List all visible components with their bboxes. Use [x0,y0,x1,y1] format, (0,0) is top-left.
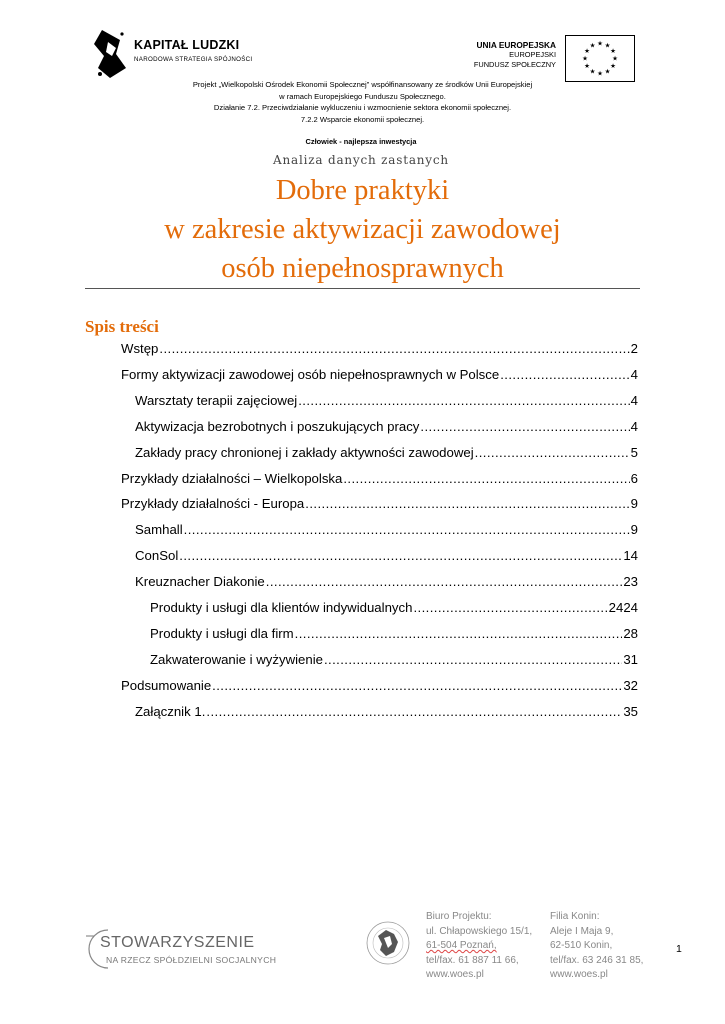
project-line-2: w ramach Europejskiego Funduszu Społecznego. [279,91,446,101]
toc-entry-label: Zakwaterowanie i wyżywienie [150,651,323,667]
toc-leader-dots [179,546,622,566]
toc-entry-label: Wstęp [121,341,159,356]
eu-star: ★ [582,55,588,63]
toc-entry[interactable] [150,624,638,644]
toc-entry-page: 28 [623,625,638,641]
toc-entry[interactable] [135,572,638,592]
toc-entry-page: 2424 [608,600,638,615]
office1-city: 61-504 Poznań, [426,940,497,952]
toc-entry-label: Kreuznacher Diakonie [135,574,265,590]
office1-street: ul. Chłapowskiego 15/1, [426,925,533,937]
office2-phone: tel/fax. 63 246 31 85, [550,954,644,966]
toc-entry-page: 4 [630,366,638,382]
toc-entry-label: Zakłady pracy chronionej i zakłady aktywności zawodowej [135,444,474,460]
office-address-poznan [426,910,532,983]
toc-entry-label: Podsumowanie [121,677,212,693]
eu-star: ★ [584,63,590,71]
toc-leader-dots [266,572,623,592]
office2-web[interactable]: www.woes.pl [550,969,608,981]
toc-entry-page: 23 [623,574,638,590]
eu-star: ★ [597,40,603,48]
office2-street: Aleje I Maja 9, [550,925,614,937]
document-title [85,171,640,288]
toc-entry[interactable] [150,650,638,670]
toc-entry-label: Samhall [135,522,183,538]
eu-star: ★ [584,48,590,56]
stowarzyszenie-logo [86,928,326,972]
toc-entry-page: 9 [630,496,638,512]
pretitle: Analiza danych zastanych [273,153,449,167]
title-line-2: w zakresie aktywizacji zawodowej [164,214,561,245]
toc-entry-label: Produkty i usługi dla klientów indywidualnych [150,600,413,615]
toc-entry[interactable] [150,598,638,618]
kl-subtitle: NARODOWA STRATEGIA SPÓJNOŚCI [134,56,253,63]
toc-entry[interactable] [121,339,638,359]
title-line-1: Dobre praktyki [275,175,450,206]
stow-main: STOWARZYSZENIE [100,934,255,951]
toc-leader-dots [343,469,629,489]
toc-leader-dots [420,417,629,437]
office2-name: Filia Konin: [550,911,600,922]
title-line-3: osób niepełnosprawnych [221,253,504,284]
toc-leader-dots [298,391,629,411]
eu-label [452,40,556,70]
toc-entry[interactable] [135,520,638,540]
project-description [100,79,625,125]
motto: Człowiek - najlepsza inwestycja [305,137,417,146]
toc-entry-page: 5 [630,444,638,460]
toc-leader-dots [324,650,622,670]
toc-entry-label: ConSol [135,548,179,564]
kl-title: KAPITAŁ LUDZKI [134,38,240,52]
toc-entry-page: 31 [623,651,638,667]
toc-leader-dots [305,494,629,514]
toc-entry-label: Formy aktywizacji zawodowej osób niepełnosprawnych w Polsce [121,366,500,382]
office-address-konin [550,910,643,983]
toc-leader-dots [206,702,622,722]
toc-leader-dots [184,520,630,540]
toc-entry[interactable] [121,469,638,489]
toc-leader-dots [159,339,629,359]
office1-name: Biuro Projektu: [426,911,492,922]
eu-star: ★ [610,48,616,56]
toc-entry-page: 6 [630,470,638,486]
toc-leader-dots [500,365,629,385]
eu-line-1: UNIA EUROPEJSKA [476,40,556,50]
toc-leader-dots [295,624,623,644]
project-line-1: Projekt „Wielkopolski Ośrodek Ekonomii Społecznej” współfinansowany ze środków Unii Europejskiej [192,80,533,89]
kapital-ludzki-logo [92,28,267,80]
project-line-4: 7.2.2 Wsparcie ekonomii społecznej. [300,114,425,124]
eu-flag-icon [565,35,635,82]
toc-entry[interactable] [121,365,638,385]
eu-line-2: EUROPEJSKI [509,50,556,59]
toc-entry-page: 2 [630,341,638,356]
office1-web[interactable]: www.woes.pl [426,969,484,981]
toc-entry-page: 4 [630,418,638,434]
office1-phone: tel/fax. 61 887 11 66, [426,954,519,966]
eu-star: ★ [604,42,611,50]
eu-line-3: FUNDUSZ SPOŁECZNY [473,60,556,69]
toc-entry-label: Produkty i usługi dla firm [150,625,294,641]
toc-entry-label: Przykłady działalności – Wielkopolska [121,470,343,486]
toc-entry[interactable] [135,391,638,411]
kapital-ludzki-logo-icon [92,28,130,80]
eu-star: ★ [597,70,603,78]
toc-entry[interactable] [135,702,638,722]
toc-leader-dots [475,443,630,463]
title-divider [85,288,640,289]
eu-star: ★ [589,68,596,76]
toc-entry-page: 14 [623,548,638,564]
eu-star: ★ [604,68,611,76]
toc-entry[interactable] [121,676,638,696]
office2-city: 62-510 Konin, [550,940,613,952]
toc-entry-label: Przykłady działalności - Europa [121,496,305,512]
toc-entry-label: Załącznik 1. [135,703,206,719]
eu-star: ★ [612,55,618,63]
toc-entry[interactable] [121,494,638,514]
toc-entry-label: Warsztaty terapii zajęciowej [135,392,298,408]
stow-sub: NA RZECZ SPÓŁDZIELNI SOCJALNYCH [106,955,277,965]
toc-heading: Spis treści [85,317,159,336]
toc-entry-page: 32 [623,677,638,693]
page-number: 1 [676,943,682,955]
toc-leader-dots [413,598,607,618]
toc-entry[interactable] [135,443,638,463]
toc-leader-dots [212,676,622,696]
woes-seal-icon [364,914,412,972]
toc-entry-page: 35 [623,703,638,719]
toc-entry-page: 9 [630,522,638,538]
toc-entry[interactable] [135,546,638,566]
toc-entry-label: Aktywizacja bezrobotnych i poszukujących pracy [135,418,420,434]
eu-star: ★ [589,42,596,50]
toc-entry-page: 4 [630,392,638,408]
project-line-3: Działanie 7.2. Przeciwdziałanie wykluczeniu i wzmocnienie sektora ekonomii społecznej. [213,103,512,113]
eu-star: ★ [610,63,616,71]
toc-entry[interactable] [135,417,638,437]
